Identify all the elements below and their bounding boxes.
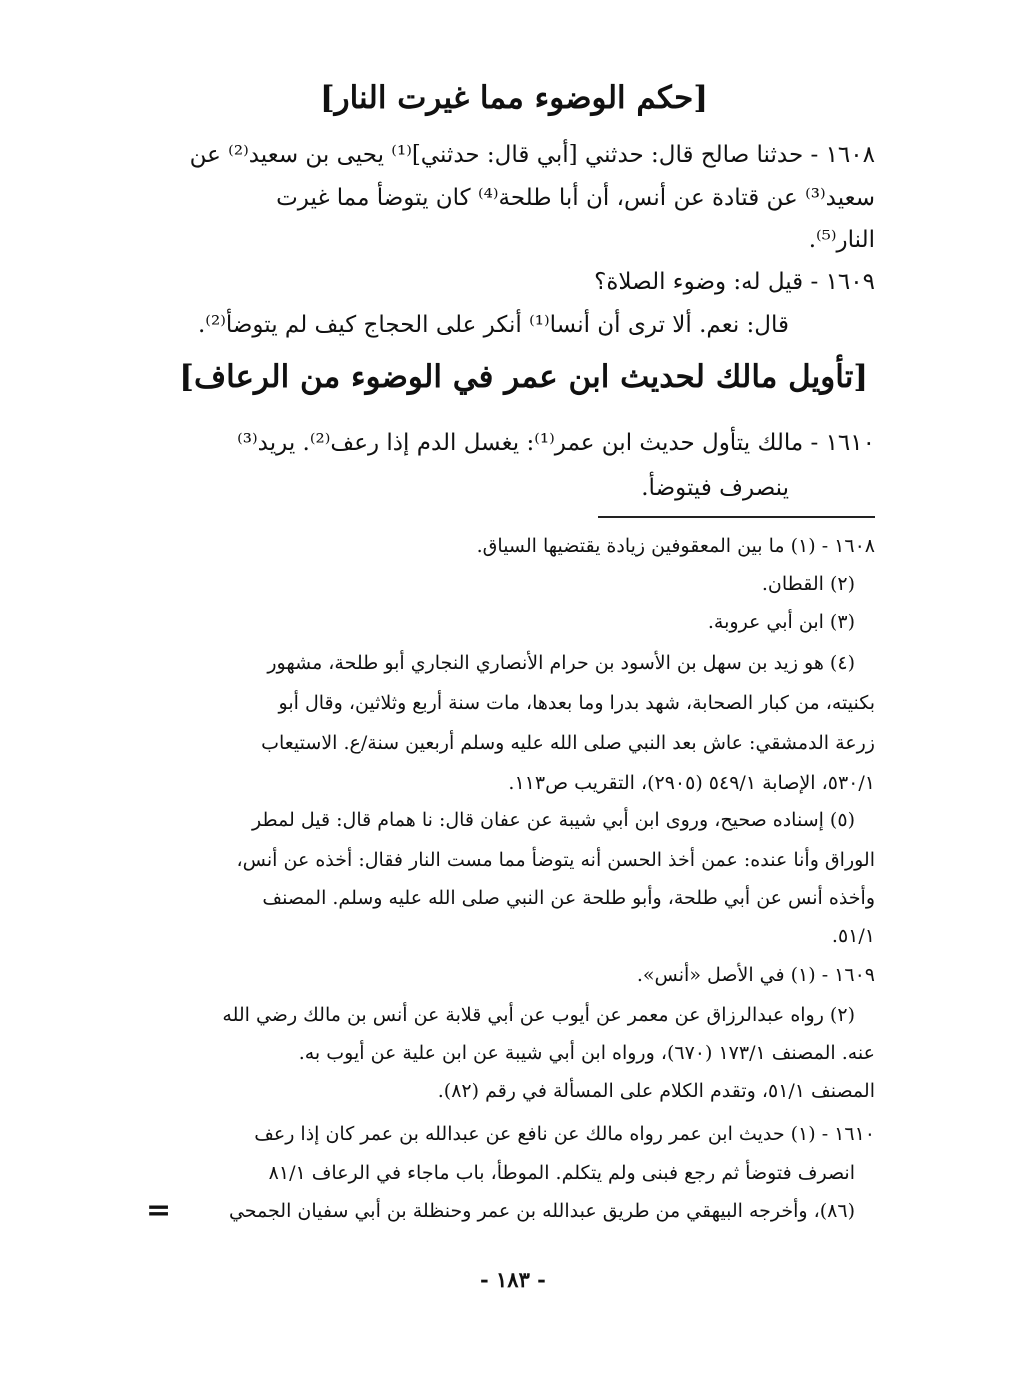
hadith-1610-line-2: ينصرف فيتوضأ. [641, 475, 789, 501]
footnote-line: ١٦١٠ - (١) حديث ابن عمر رواه مالك عن نافع عن عبدالله بن عمر كان إذا رعف [254, 1123, 875, 1145]
footnote-line: (٢) القطان. [761, 573, 855, 595]
hadith-1609-line-1: ١٦٠٩ - قيل له: وضوء الصلاة؟ [594, 269, 875, 295]
footnote-line: (٥) إسناده صحيح، وروى ابن أبي شيبة عن عفان قال: نا همام قال: قيل لمطر [251, 809, 855, 831]
page-number: - ١٨٣ - [480, 1267, 546, 1292]
hadith-1608-line-3: النار⁽⁵⁾. [808, 227, 875, 253]
continuation-mark: = [146, 1193, 172, 1228]
footnote-line: انصرف فتوضأ ثم رجع فبنى ولم يتكلم. الموطأ، باب ماجاء في الرعاف ٨١/١ [268, 1162, 855, 1184]
footnote-line: وأخذه أنس عن أبي طلحة، وأبو طلحة عن النبي صلى الله عليه وسلم. المصنف [262, 887, 875, 909]
footnote-line: الوراق وأنا عنده: عمن أخذ الحسن أنه يتوضأ مما مست النار فقال: أخذه عن أنس، [236, 849, 875, 871]
footnote-line: ٥٣٠/١، الإصابة ٥٤٩/١ (٢٩٠٥)، التقريب ص١١٣. [508, 772, 875, 794]
footnote-line: عنه. المصنف ١٧٣/١ (٦٧٠)، ورواه ابن أبي شيبة عن ابن علية عن أيوب به. [298, 1042, 875, 1064]
hadith-1610-line-1: ١٦١٠ - مالك يتأول حديث ابن عمر⁽¹⁾: يغسل الدم إذا رعف⁽²⁾. يريد⁽³⁾ [237, 430, 875, 456]
footnote-line: (٢) رواه عبدالرزاق عن معمر عن أيوب عن أبي قلابة عن أنس بن مالك رضي الله [222, 1004, 855, 1026]
footnote-line: ١٦٠٩ - (١) في الأصل «أنس». [636, 964, 875, 986]
section-heading-2: [تأويل مالك لحديث ابن عمر في الوضوء من الرعاف] [179, 359, 868, 395]
footnote-line: (٣) ابن أبي عروبة. [707, 611, 855, 633]
hadith-1608-line-2: سعيد⁽³⁾ عن قتادة عن أنس، أن أبا طلحة⁽⁴⁾ كان يتوضأ مما غيرت [276, 185, 875, 211]
footnote-line: بكنيته، من كبار الصحابة، شهد بدرا وما بعدها، مات سنة أربع وثلاثين، وقال أبو [278, 692, 875, 714]
hadith-1608-line-1: ١٦٠٨ - حدثنا صالح قال: حدثني [أبي قال: حدثني]⁽¹⁾ يحيى بن سعيد⁽²⁾ عن [189, 142, 875, 168]
section-heading-1: [حكم الوضوء مما غيرت النار] [319, 80, 708, 116]
footnote-line: (٤) هو زيد بن سهل بن الأسود بن حرام الأنصاري النجاري أبو طلحة، مشهور [267, 652, 855, 674]
footnote-separator [598, 516, 875, 518]
footnote-line: ٥١/١. [831, 925, 875, 947]
footnote-line: (٨٦)، وأخرجه البيهقي من طريق عبدالله بن عمر وحنظلة بن أبي سفيان الجمحي [228, 1200, 855, 1222]
hadith-1609-line-2: قال: نعم. ألا ترى أن أنسا⁽¹⁾ أنكر على الحجاج كيف لم يتوضأ⁽²⁾. [198, 312, 789, 338]
footnote-line: المصنف ٥١/١، وتقدم الكلام على المسألة في رقم (٨٢). [437, 1080, 875, 1102]
footnote-line: زرعة الدمشقي: عاش بعد النبي صلى الله عليه وسلم أربعين سنة/ع. الاستيعاب [261, 732, 875, 754]
footnote-line: ١٦٠٨ - (١) ما بين المعقوفين زيادة يقتضيها السياق. [476, 535, 875, 557]
